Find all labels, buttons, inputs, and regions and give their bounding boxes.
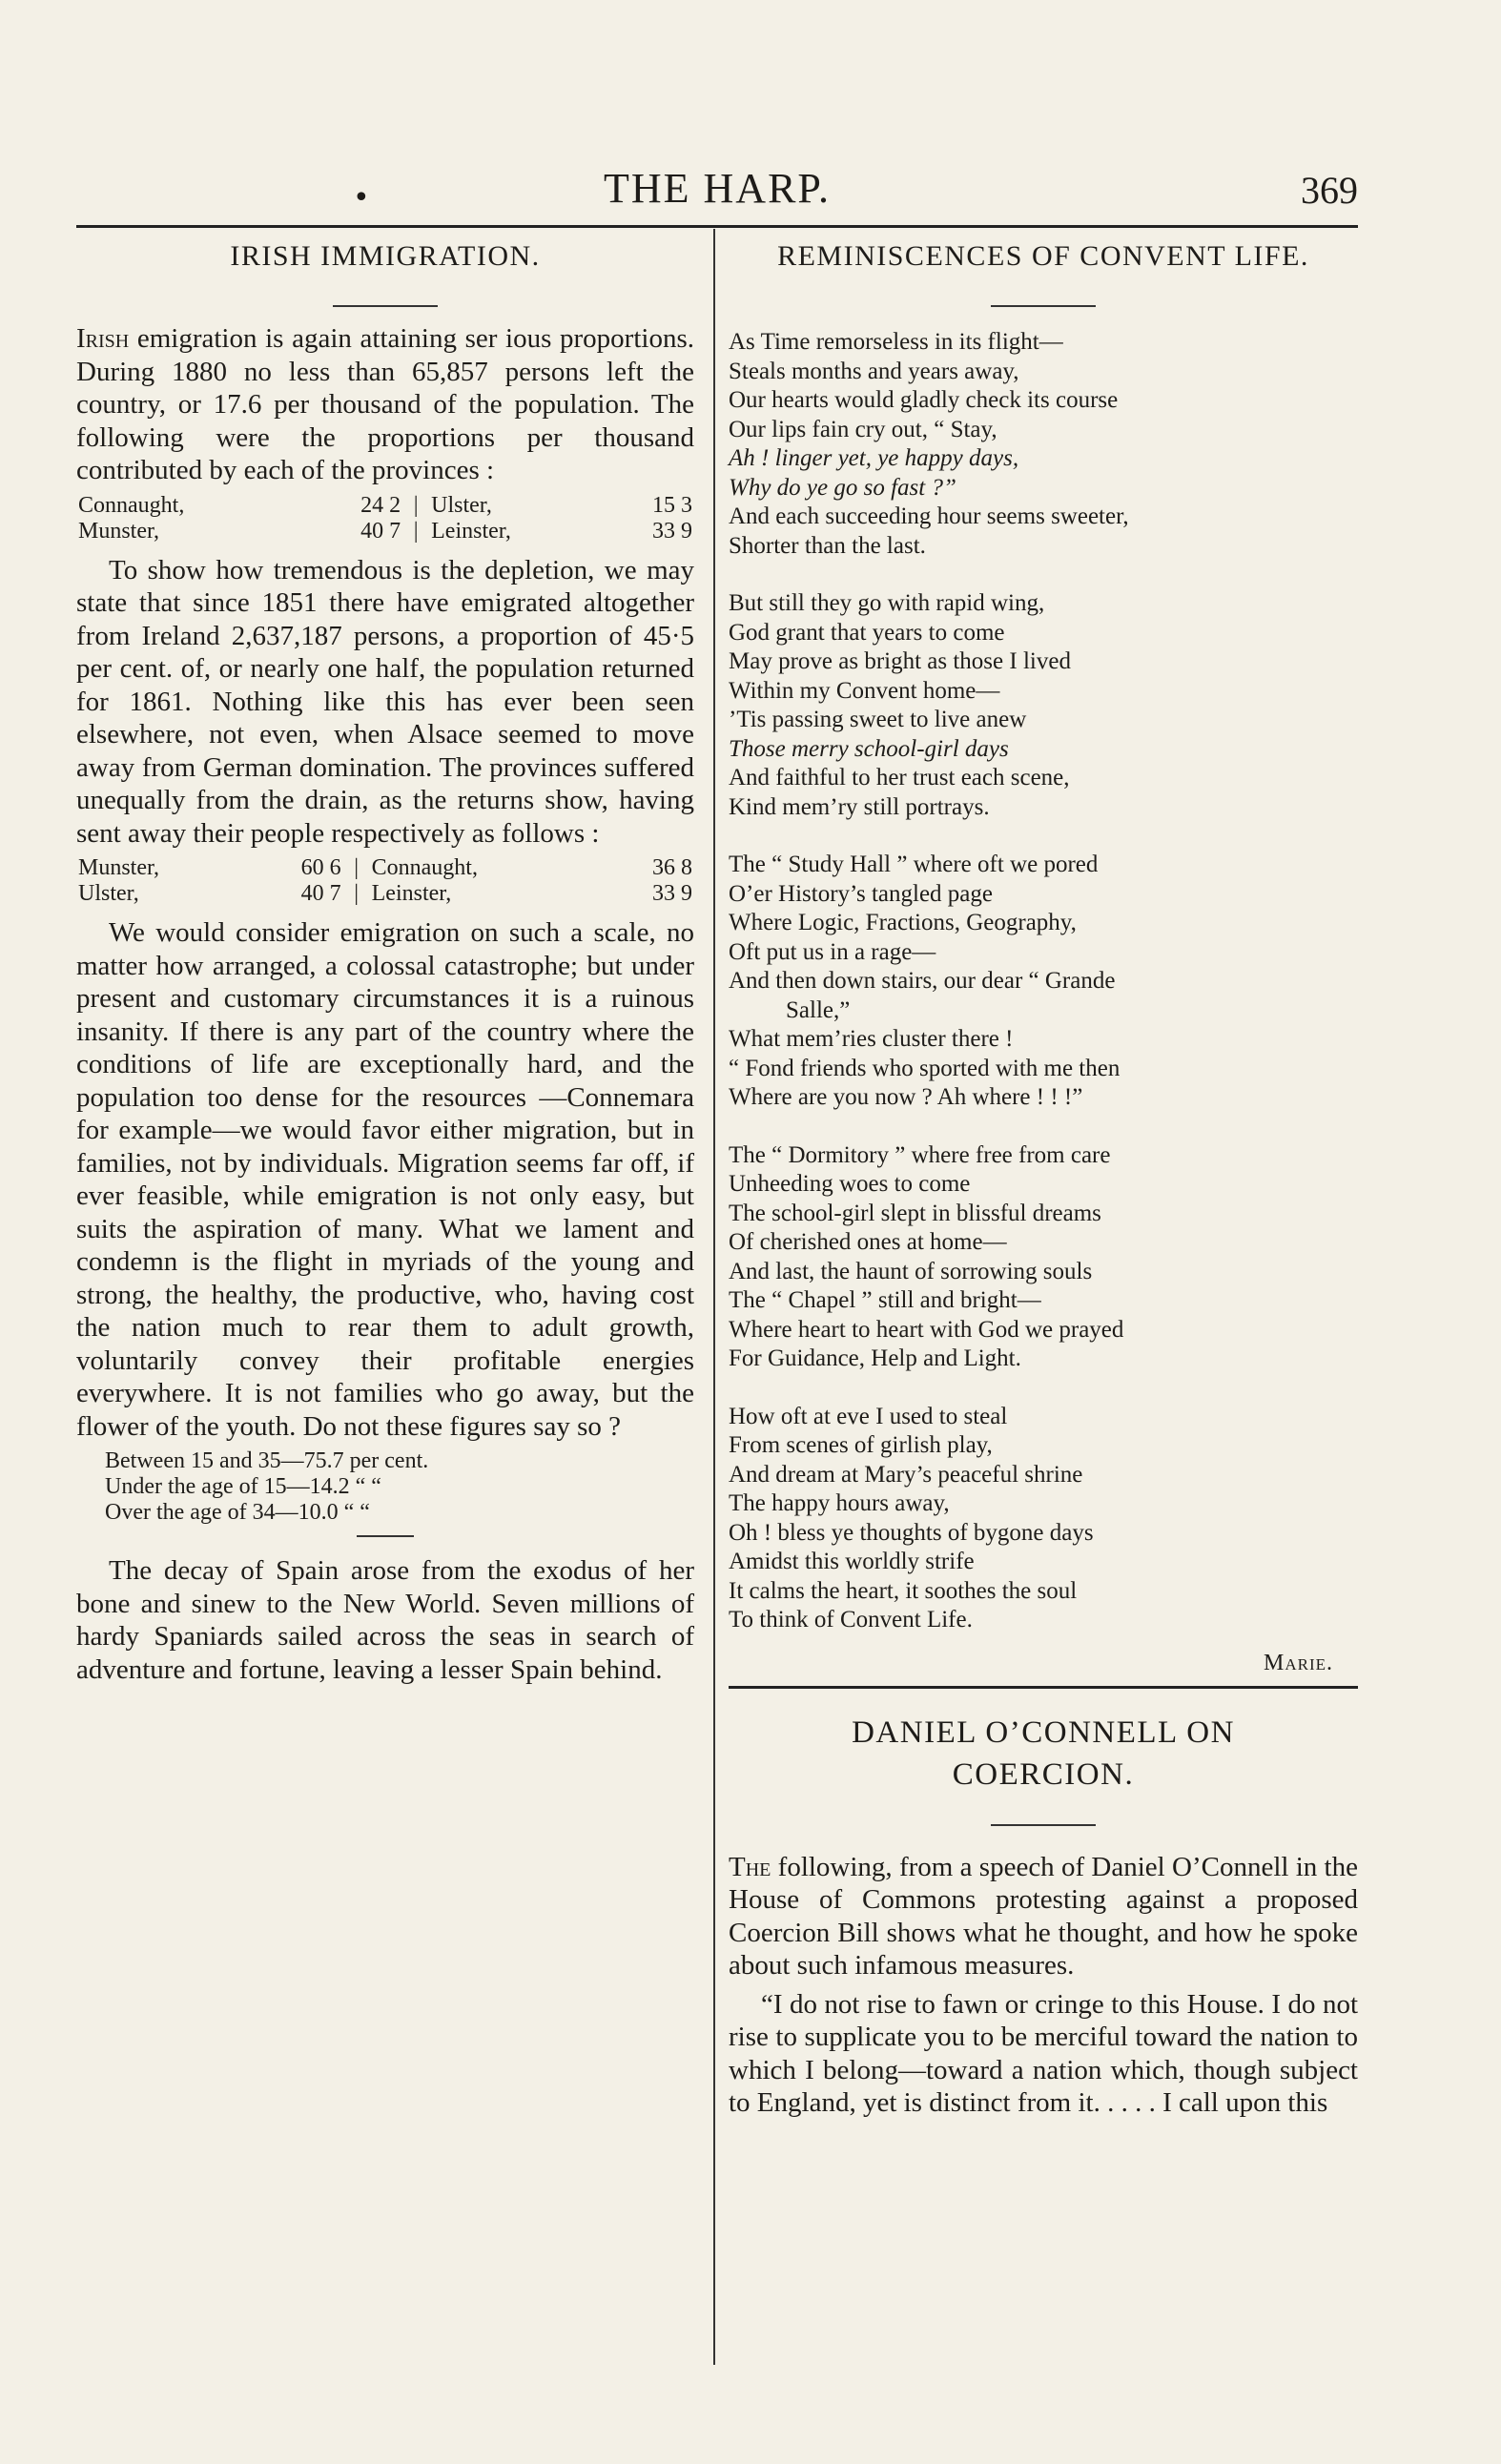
poem-line: And then down stairs, our dear “ Grande bbox=[729, 968, 1116, 994]
table-row bbox=[76, 881, 694, 907]
poem-line: The school-girl slept in blissful dreams bbox=[729, 1200, 1101, 1226]
drop-word: The bbox=[729, 1851, 771, 1882]
poem-line: And each succeeding hour seems sweeter, bbox=[729, 503, 1129, 529]
poem-line: Unheeding woes to come bbox=[729, 1171, 971, 1197]
poem-line: The “ Dormitory ” where free from care bbox=[729, 1141, 1111, 1168]
poem-line: But still they go with rapid wing, bbox=[729, 590, 1045, 616]
poem-stanza bbox=[729, 328, 1358, 561]
paragraph-text: The decay of Spain arose from the exodus of her bone and sinew to the New World. Seven millions of hardy Spaniards sailed across the seas in search of adventure and fortune, leaving a lesser Spain behind. bbox=[76, 1555, 694, 1685]
section-rule bbox=[357, 1535, 414, 1537]
poem-line: How oft at eve I used to steal bbox=[729, 1403, 1008, 1429]
poem-stanza bbox=[729, 589, 1358, 822]
table-cell: 15 3 bbox=[652, 492, 692, 518]
table-separator: | bbox=[354, 855, 360, 880]
table-cell: 40 7 bbox=[300, 881, 341, 906]
poem-line: As Time remorseless in its flight— bbox=[729, 329, 1063, 355]
title-line: COERCION. bbox=[952, 1756, 1135, 1792]
table-row bbox=[76, 855, 694, 881]
article-paragraph bbox=[76, 1554, 694, 1686]
poem-line: Those merry school-girl days bbox=[729, 735, 1009, 762]
poem-stanza bbox=[729, 1403, 1358, 1635]
table-cell: 36 8 bbox=[652, 855, 692, 880]
poem-stanza bbox=[729, 851, 1358, 1113]
header-ornament: • bbox=[353, 181, 370, 215]
table-cell: 33 9 bbox=[652, 881, 692, 906]
age-row: Between 15 and 35—75.7 per cent. bbox=[105, 1448, 429, 1473]
table-separator: | bbox=[413, 492, 419, 518]
poem-line: Why do ye go so fast ?” bbox=[729, 474, 956, 501]
province-table-2 bbox=[76, 855, 694, 907]
poem-line: The “ Chapel ” still and bright— bbox=[729, 1287, 1041, 1313]
poem-line: Salle,” bbox=[786, 996, 851, 1023]
paragraph-text: To show how tremendous is the depletion, we may state that since 1851 there have emigrated altogether from Ireland 2,637,187 persons, a proportion of 45·5 per cent. of, or nearly one half, the population returned for 1861. Nothing like this has ever been seen elsewhere, not even, when Alsace seemed to move away from German domination. The provinces suffered unequally from the drain, as the returns show, having sent away their people respectively as follows : bbox=[76, 554, 694, 849]
poem-line: Oh ! bless ye thoughts of bygone days bbox=[729, 1519, 1094, 1546]
province-table-1 bbox=[76, 493, 694, 544]
masthead-title: THE HARP. bbox=[603, 165, 832, 212]
table-row bbox=[76, 493, 694, 519]
poem-line: Oft put us in a rage— bbox=[729, 938, 936, 965]
poem-line: From scenes of girlish play, bbox=[729, 1432, 993, 1458]
poem-line: Of cherished ones at home— bbox=[729, 1229, 1007, 1255]
table-cell: 60 6 bbox=[300, 855, 341, 880]
article-paragraph bbox=[76, 322, 694, 487]
poem-line: And faithful to her trust each scene, bbox=[729, 765, 1070, 791]
table-cell: 40 7 bbox=[360, 518, 401, 544]
table-cell: Leinster, bbox=[431, 518, 511, 544]
table-cell: Munster, bbox=[78, 855, 160, 880]
article-paragraph bbox=[76, 916, 694, 1443]
table-cell: 33 9 bbox=[652, 518, 692, 544]
table-cell: Ulster, bbox=[78, 881, 139, 906]
poem-line: To think of Convent Life. bbox=[729, 1607, 973, 1632]
table-separator: | bbox=[354, 881, 360, 906]
article-paragraph bbox=[729, 1988, 1358, 2120]
title-rule bbox=[333, 305, 438, 307]
article-title-convent-life: REMINISCENCES OF CONVENT LIFE. bbox=[777, 240, 1309, 272]
poem-line: Amidst this worldly strife bbox=[729, 1549, 975, 1574]
paragraph-text: following, from a speech of Daniel O’Connell in the House of Commons protesting against a proposed Coercion Bill shows what he thought, and how he spoke about such infamous measures. bbox=[729, 1851, 1358, 1981]
article-title-oconnell bbox=[729, 1712, 1358, 1796]
table-cell: Ulster, bbox=[431, 492, 492, 518]
poem-line: What mem’ries cluster there ! bbox=[729, 1026, 1014, 1052]
title-rule bbox=[991, 1824, 1096, 1826]
poem-line: O’er History’s tangled page bbox=[729, 880, 994, 907]
article-paragraph bbox=[729, 1851, 1358, 1982]
table-cell: Leinster, bbox=[371, 881, 452, 906]
poem-line: Where heart to heart with God we prayed bbox=[729, 1316, 1124, 1343]
poem-line: Ah ! linger yet, ye happy days, bbox=[729, 445, 1019, 471]
table-cell: Connaught, bbox=[78, 492, 185, 518]
poem-line: Our lips fain cry out, “ Stay, bbox=[729, 416, 997, 442]
poem-signature: Marie. bbox=[1263, 1650, 1333, 1675]
poem-line: The “ Study Hall ” where oft we pored bbox=[729, 852, 1099, 877]
poem-line: Where Logic, Fractions, Geography, bbox=[729, 910, 1077, 935]
title-line: DANIEL O’CONNELL ON bbox=[852, 1715, 1235, 1750]
age-statistics bbox=[105, 1448, 694, 1526]
paragraph-text: We would consider emigration on such a scale, no matter how arranged, a colossal catastrophe; but under present and customary circumstances it is a ruinous insanity. If there is any part of the country where the conditions of life are exceptionally hard, and the population too dense for the resources —Connemara for example—we would favor either migration, but in families, not by individuals. Migration seems far off, if ever feasible, while emigration is not only easy, but suits the aspiration of many. What we lament and condemn is the flight in myriads of the young and strong, the healthy, the productive, who, having cost the nation much to rear them to adult growth, voluntarily convey their profitable energies everywhere. It is not families who go away, but the flower of the youth. Do not these figures say so ? bbox=[76, 917, 694, 1442]
poem-line: Steals months and years away, bbox=[729, 358, 1019, 384]
poem-line: Where are you now ? Ah where ! ! !” bbox=[729, 1084, 1083, 1110]
poem-line: And last, the haunt of sorrowing souls bbox=[729, 1258, 1093, 1284]
table-row bbox=[76, 519, 694, 544]
column-divider bbox=[713, 229, 715, 2365]
page-number: 369 bbox=[1301, 169, 1358, 212]
poem-line: May prove as bright as those I lived bbox=[729, 648, 1071, 674]
poem-line: For Guidance, Help and Light. bbox=[729, 1345, 1021, 1371]
poem-line: ’Tis passing sweet to live anew bbox=[729, 707, 1027, 732]
poem-line: “ Fond friends who sported with me then bbox=[729, 1055, 1121, 1081]
poem-line: Shorter than the last. bbox=[729, 532, 926, 559]
article-separator-rule bbox=[729, 1686, 1358, 1689]
drop-word: Irish bbox=[76, 323, 130, 354]
poem-line: Kind mem’ry still portrays. bbox=[729, 793, 990, 820]
poem-line: Our hearts would gladly check its course bbox=[729, 387, 1119, 413]
table-cell: 24 2 bbox=[360, 492, 401, 518]
paragraph-text: “I do not rise to fawn or cringe to this House. I do not rise to supplicate you to be merciful toward the nation to which I belong—toward a nation which, though subject to England, yet is distinct from it. . . . . I call upon this bbox=[729, 1988, 1358, 2118]
poem-line: God grant that years to come bbox=[729, 619, 1005, 646]
table-cell: Connaught, bbox=[371, 855, 478, 880]
header-rule bbox=[76, 225, 1358, 228]
age-row: Under the age of 15—14.2 “ “ bbox=[105, 1474, 381, 1499]
poem-line: Within my Convent home— bbox=[729, 677, 1000, 704]
left-column bbox=[76, 240, 694, 1692]
poem-line: The happy hours away, bbox=[729, 1490, 950, 1516]
article-paragraph bbox=[76, 554, 694, 851]
table-separator: | bbox=[413, 518, 419, 544]
poem-line: And dream at Mary’s peaceful shrine bbox=[729, 1461, 1083, 1488]
age-row: Over the age of 34—10.0 “ “ bbox=[105, 1500, 370, 1525]
article-title-irish-immigration: IRISH IMMIGRATION. bbox=[230, 240, 541, 272]
paragraph-text: emigration is again attaining ser ious proportions. During 1880 no less than 65,857 persons left the country, or 17.6 per thousand of the population. The following were the proportions per thousand contributed by each of the provinces : bbox=[76, 323, 694, 485]
page-header bbox=[76, 164, 1358, 221]
title-rule bbox=[991, 305, 1096, 307]
poem-line: It calms the heart, it soothes the soul bbox=[729, 1577, 1078, 1604]
right-column bbox=[729, 240, 1358, 2125]
poem-stanza bbox=[729, 1141, 1358, 1374]
table-cell: Munster, bbox=[78, 518, 160, 544]
